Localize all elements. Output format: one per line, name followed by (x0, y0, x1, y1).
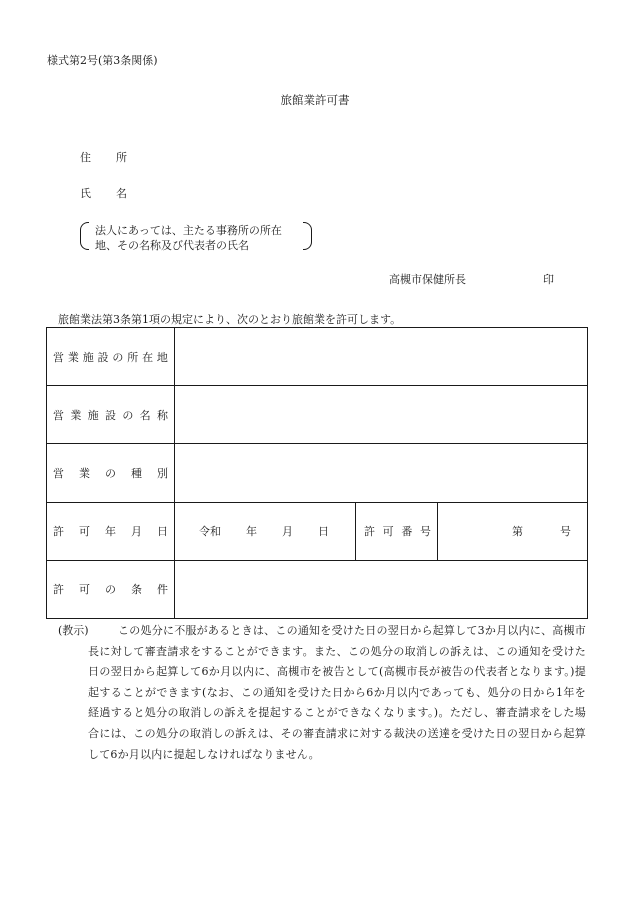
corporate-note (80, 220, 312, 252)
value-permit-date: 令和 年 月 日 (175, 502, 356, 560)
value-business-type (175, 444, 588, 502)
value-facility-location (175, 328, 588, 386)
notice (58, 621, 586, 765)
row-facility-location (47, 328, 588, 386)
intro-text: 旅館業法第3条第1項の規定により、次のとおり旅館業を許可します。 (58, 313, 402, 326)
seal-mark: 印 (543, 273, 554, 286)
row-conditions (47, 560, 588, 618)
corporate-note-line-2: 地、その名称及び代表者の氏名 (95, 239, 249, 252)
permit-table (46, 327, 588, 619)
row-permit-date (47, 502, 588, 560)
row-facility-name (47, 386, 588, 444)
notice-label: (教示) (58, 624, 89, 637)
label-facility-name: 営 業 施 設 の 名 称 (47, 386, 175, 444)
label-permit-date: 許 可 年 月 日 (47, 502, 175, 560)
value-conditions (175, 560, 588, 618)
document-title: 旅館業許可書 (280, 93, 350, 107)
label-permit-number: 許 可 番 号 (356, 502, 438, 560)
value-permit-number: 第 号 (438, 502, 588, 560)
label-facility-location: 営 業 施 設 の 所 在 地 (47, 328, 175, 386)
name-label: 氏 名 (80, 187, 127, 200)
value-facility-name (175, 386, 588, 444)
label-conditions: 許 可 の 条 件 (47, 560, 175, 618)
form-number: 様式第2号(第3条関係) (47, 54, 158, 67)
row-business-type (47, 444, 588, 502)
address-label: 住 所 (80, 151, 127, 164)
issuer: 高槻市保健所長 (389, 273, 466, 286)
corporate-note-line-1: 法人にあっては、主たる事務所の所在 (95, 224, 282, 237)
left-bracket (80, 222, 89, 250)
right-bracket (303, 222, 312, 250)
label-business-type: 営 業 の 種 別 (47, 444, 175, 502)
notice-text: この処分に不服があるときは、この通知を受けた日の翌日から起算して3か月以内に、高槻市長に対して審査請求をすることができます。また、この処分の取消しの訴えは、この通知を受けた日の翌日から起算して6か月以内に、高槻市を被告として(高槻市長が被告の代表者となります。)提起することができます(なお、この通知を受けた日から6か月以内であっても、処分の日から1年を経過すると処分の取消しの訴えを提起することができなくなります。)。ただし、審査請求をした場合には、この処分の取消しの訴えは、その審査請求に対する裁決の送達を受けた日の翌日から起算して6か月以内に提起しなければなりません。 (88, 624, 586, 761)
